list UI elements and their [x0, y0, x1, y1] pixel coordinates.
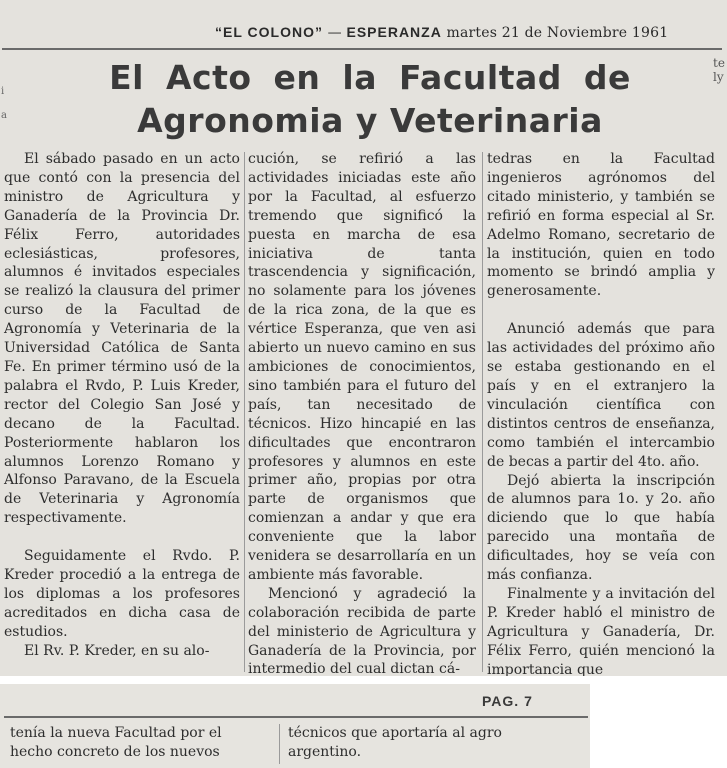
paragraph: Dejó abierta la inscripción de alumnos para 1o. y 2o. año diciendo que lo que había parecido una montaña de dificultades, hoy se veía con más confianza. — [487, 472, 715, 584]
paragraph: tedras en la Facultad ingenieros agrónomos del citado ministerio, y también se refirió en forma especial al Sr. Adelmo Romano, secretario de la institución, quien en todo momento se brindó amplia y generosamente. — [487, 151, 715, 300]
paragraph: El sábado pasado en un acto que contó con la presencia del ministro de Agricultura y Ganadería de la Provincia Dr. Félix Ferro, autoridades eclesiásticas, profesores, alumnos é invitados especiales se realizó la clausura del primer curso de la Facultad de Agronomía y Veterinaria de la Universidad Católica de Santa Fe. En primer término usó de la palabra el Rvdo, P. Luis Kreder, rector del Colegio San José y decano de la Facultad. Posteriormente hablaron los alumnos Lorenzo Romano y Alfonso Paravano, de la Escuela de Veterinaria y Agronomía respectivamente. — [4, 151, 240, 527]
paragraph: Anunció además que para las actividades del próximo año se estaba gestionando en el país y en el extranjero la vinculación científica con distintos centros de enseñanza, como también el intercambio de becas a partir del 4to. año. — [487, 321, 715, 470]
edge-fragment: te — [713, 56, 725, 70]
masthead-rule — [2, 48, 722, 50]
paragraph: Mencionó y agradeció la colaboración recibida de parte del ministerio de Agricultura y Ganadería de la Provincia, por intermedio del cual dictan cá- — [248, 585, 476, 676]
edge-fragment: ly — [713, 70, 724, 84]
headline-line-1: El Acto en la Facultad de — [109, 58, 631, 97]
left-edge-fragments — [1, 80, 9, 128]
edge-fragment: i — [1, 86, 5, 97]
page-rule — [4, 716, 588, 718]
continuation-column-2 — [288, 724, 578, 762]
headline — [20, 56, 720, 142]
article-column-1 — [4, 150, 240, 661]
article-column-2 — [248, 150, 476, 676]
paragraph: cución, se refirió a las actividades iniciadas este año por la Facultad, al esfuerzo tremendo que significó la puesta en marcha de esa iniciativa de tanta trascendencia y significación, no solamente para los jóvenes de la rica zona, de la que es vértice Esperanza, que ven asi abierto un nuevo camino en sus ambiciones de conocimientos, sino también para el futuro del país, tan necesitado de técnicos. Hizo hincapié en las dificultades que encontraron profesores y alumnos en este primer año, propias por otra parte de organismos que comienzan a andar y que era conveniente que la labor venidera se desarrollaría en un ambiente más favorable. — [248, 151, 476, 583]
continuation-column-1 — [10, 724, 272, 762]
continuation-line: hecho concreto de los nuevos — [10, 744, 220, 760]
edge-fragment: a — [1, 110, 7, 121]
continuation-line: tenía la nueva Facultad por el — [10, 725, 222, 741]
masthead — [215, 24, 695, 41]
page-number: PAG. 7 — [482, 693, 533, 709]
column-divider — [482, 152, 483, 672]
continuation-line: técnicos que aportaría al agro — [288, 725, 502, 741]
masthead-paper: “EL COLONO” — [215, 24, 323, 40]
paragraph: Finalmente y a invitación del P. Kreder habló el ministro de Agricultura y Ganadería, Dr. Félix Ferro, quién mencionó la importancia que — [487, 585, 715, 676]
masthead-date: martes 21 de Noviembre 1961 — [441, 25, 669, 41]
masthead-city: ESPERANZA — [346, 24, 442, 40]
article-column-3 — [487, 150, 715, 676]
continuation-line: argentino. — [288, 744, 362, 760]
column-divider — [244, 152, 245, 672]
paragraph: El Rv. P. Kreder, en su alo- — [24, 642, 210, 659]
paragraph: Seguidamente el Rvdo. P. Kreder procedió a la entrega de los diplomas a los profesores acreditados en dicha casa de estudios. — [4, 548, 240, 640]
headline-line-2: Agronomia y Veterinaria — [137, 101, 603, 140]
masthead-dash: — — [322, 25, 347, 41]
column-divider — [279, 724, 280, 764]
